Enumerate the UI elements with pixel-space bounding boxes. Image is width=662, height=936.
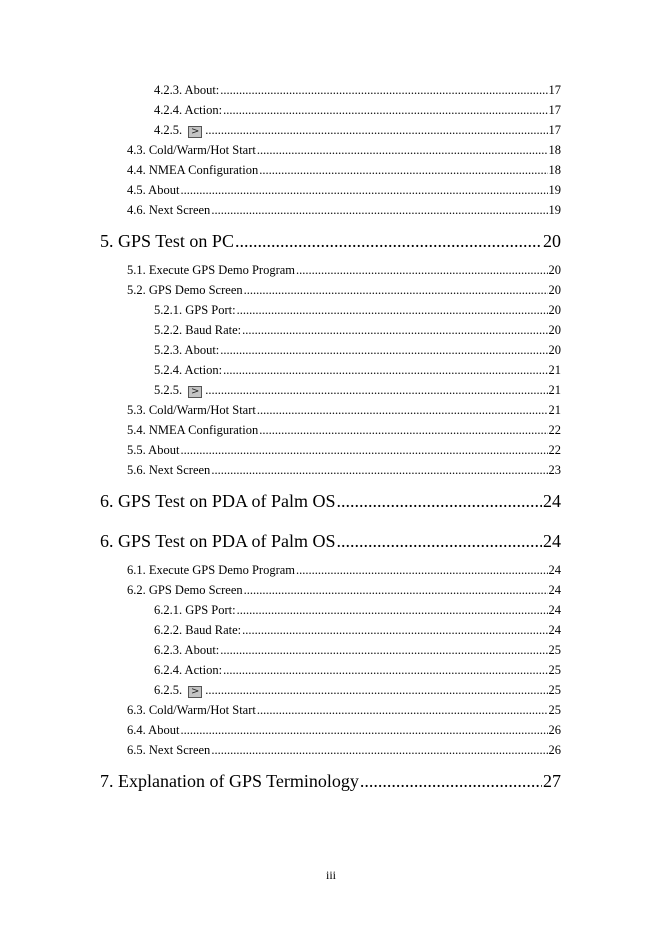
toc-entry-6-2-2[interactable] — [154, 624, 561, 637]
toc-entry-5-2[interactable] — [127, 284, 561, 297]
dot-leader — [360, 772, 542, 790]
toc-entry-6-2-4[interactable] — [154, 664, 561, 677]
toc-page-number: 18 — [548, 143, 561, 157]
toc-chapter-label: 7. Explanation of GPS Terminology — [100, 771, 359, 791]
toc-entry-5-2-3[interactable] — [154, 344, 561, 357]
toc-entry-label: 6.2. GPS Demo Screen — [127, 583, 243, 597]
toc-entry-5-3[interactable] — [127, 404, 561, 417]
toc-entry-5-2-4[interactable] — [154, 364, 561, 377]
dot-leader — [257, 404, 548, 417]
toc-page-number: 26 — [548, 743, 561, 757]
toc-entry-label: 6.2.3. About: — [154, 643, 220, 657]
dot-leader — [180, 444, 547, 457]
dot-leader — [244, 284, 548, 297]
toc-entry-label: 5.2.1. GPS Port: — [154, 303, 236, 317]
toc-entry-label: 6.4. About — [127, 723, 180, 737]
toc-entry-4-2-4[interactable] — [154, 104, 561, 117]
toc-page-number: 25 — [548, 643, 561, 657]
toc-entry-label: 5.3. Cold/Warm/Hot Start — [127, 403, 256, 417]
toc-page-number: 17 — [548, 83, 561, 97]
dot-leader — [257, 144, 548, 157]
toc-entry-label: 4.4. NMEA Configuration — [127, 163, 259, 177]
toc-entry-label: 4.3. Cold/Warm/Hot Start — [127, 143, 256, 157]
toc-entry-label: 4.5. About — [127, 183, 180, 197]
toc-entry-6-2-3[interactable] — [154, 644, 561, 657]
toc-page-number: 20 — [548, 303, 561, 317]
toc-entry-label: 4.2.5. — [154, 123, 183, 137]
dot-leader — [211, 464, 547, 477]
dot-leader — [237, 304, 548, 317]
dot-leader — [235, 232, 542, 250]
right-arrow-key-icon: > — [188, 386, 202, 398]
toc-page-number: 22 — [548, 443, 561, 457]
toc-entry-4-2-3[interactable] — [154, 84, 561, 97]
toc-page-number: 23 — [548, 463, 561, 477]
dot-leader — [296, 564, 547, 577]
toc-page-number: 20 — [548, 283, 561, 297]
toc-page-number: 21 — [548, 363, 561, 377]
toc-entry-label: 6.3. Cold/Warm/Hot Start — [127, 703, 256, 717]
toc-page-number: 20 — [548, 343, 561, 357]
dot-leader — [244, 584, 548, 597]
toc-page-number: 20 — [543, 231, 561, 251]
toc-entry-6-2-1[interactable] — [154, 604, 561, 617]
toc-page-number: 27 — [543, 771, 561, 791]
toc-entry-label: 4.6. Next Screen — [127, 203, 211, 217]
toc-chapter-6[interactable] — [100, 492, 561, 510]
toc-entry-label: 6.2.1. GPS Port: — [154, 603, 236, 617]
toc-entry-label: 4.2.3. About: — [154, 83, 220, 97]
toc-page-number: 25 — [548, 663, 561, 677]
toc-chapter-5[interactable] — [100, 232, 561, 250]
dot-leader — [205, 124, 547, 137]
toc-entry-label: 5.5. About — [127, 443, 180, 457]
dot-leader — [223, 104, 547, 117]
toc-page-number: 24 — [543, 491, 561, 511]
toc-entry-label: 5.6. Next Screen — [127, 463, 211, 477]
toc-chapter-label: 6. GPS Test on PDA of Palm OS — [100, 491, 336, 511]
toc-entry-6-3[interactable] — [127, 704, 561, 717]
toc-entry-6-1[interactable] — [127, 564, 561, 577]
toc-entry-label: 5.1. Execute GPS Demo Program — [127, 263, 296, 277]
toc-entry-4-2-5[interactable] — [154, 124, 561, 138]
toc-chapter-7[interactable] — [100, 772, 561, 790]
toc-page-number: 20 — [548, 323, 561, 337]
toc-entry-label: 5.2.4. Action: — [154, 363, 223, 377]
toc-page-number: 24 — [548, 603, 561, 617]
toc-entry-label: 6.2.2. Baud Rate: — [154, 623, 242, 637]
dot-leader — [211, 204, 547, 217]
toc-entry-6-2-5[interactable] — [154, 684, 561, 698]
dot-leader — [242, 324, 547, 337]
toc-page-number: 25 — [548, 703, 561, 717]
toc-entry-6-5[interactable] — [127, 744, 561, 757]
toc-entry-5-2-5[interactable] — [154, 384, 561, 398]
toc-entry-4-3[interactable] — [127, 144, 561, 157]
toc-page-number: 19 — [548, 183, 561, 197]
toc-page-number: 26 — [548, 723, 561, 737]
page-footer-number: iii — [325, 868, 336, 882]
toc-entry-5-1[interactable] — [127, 264, 561, 277]
toc-page-number: 19 — [548, 203, 561, 217]
toc-page-number: 21 — [548, 383, 561, 397]
dot-leader — [259, 164, 547, 177]
dot-leader — [220, 344, 547, 357]
toc-entry-label: 4.2.4. Action: — [154, 103, 223, 117]
dot-leader — [220, 84, 547, 97]
dot-leader — [242, 624, 547, 637]
toc-entry-4-6[interactable] — [127, 204, 561, 217]
toc-entry-6-4[interactable] — [127, 724, 561, 737]
toc-entry-label: 6.2.4. Action: — [154, 663, 223, 677]
toc-entry-label: 5.2.5. — [154, 383, 183, 397]
dot-leader — [336, 532, 542, 550]
toc-entry-5-2-1[interactable] — [154, 304, 561, 317]
dot-leader — [180, 184, 547, 197]
toc-page-number: 24 — [548, 563, 561, 577]
toc-entry-4-5[interactable] — [127, 184, 561, 197]
toc-page-number: 24 — [543, 531, 561, 551]
toc-page-number: 20 — [548, 263, 561, 277]
toc-entry-label: 5.4. NMEA Configuration — [127, 423, 259, 437]
toc-entry-label: 6.5. Next Screen — [127, 743, 211, 757]
toc-chapter-label: 5. GPS Test on PC — [100, 231, 234, 251]
toc-entry-label: 5.2.3. About: — [154, 343, 220, 357]
toc-entry-label: 6.2.5. — [154, 683, 183, 697]
toc-page-number: 25 — [548, 683, 561, 697]
dot-leader — [211, 744, 547, 757]
dot-leader — [220, 644, 547, 657]
dot-leader — [257, 704, 548, 717]
dot-leader — [205, 684, 547, 697]
toc-page-number: 21 — [548, 403, 561, 417]
dot-leader — [237, 604, 548, 617]
toc-entry-5-6[interactable] — [127, 464, 561, 477]
dot-leader — [223, 364, 547, 377]
toc-chapter-6-duplicate[interactable] — [100, 532, 561, 550]
dot-leader — [336, 492, 542, 510]
toc-page-number: 17 — [548, 123, 561, 137]
dot-leader — [223, 664, 547, 677]
dot-leader — [296, 264, 547, 277]
toc-entry-4-4[interactable] — [127, 164, 561, 177]
right-arrow-key-icon: > — [188, 686, 202, 698]
toc-page-number: 24 — [548, 623, 561, 637]
toc-entry-label: 5.2.2. Baud Rate: — [154, 323, 242, 337]
toc-entry-5-4[interactable] — [127, 424, 561, 437]
toc-entry-6-2[interactable] — [127, 584, 561, 597]
toc-entry-label: 6.1. Execute GPS Demo Program — [127, 563, 296, 577]
toc-page-number: 24 — [548, 583, 561, 597]
toc-chapter-label: 6. GPS Test on PDA of Palm OS — [100, 531, 336, 551]
right-arrow-key-icon: > — [188, 126, 202, 138]
dot-leader — [259, 424, 547, 437]
toc-page-number: 17 — [548, 103, 561, 117]
toc-entry-5-2-2[interactable] — [154, 324, 561, 337]
dot-leader — [180, 724, 547, 737]
toc-page-number: 22 — [548, 423, 561, 437]
toc-entry-5-5[interactable] — [127, 444, 561, 457]
dot-leader — [205, 384, 547, 397]
toc-entry-label: 5.2. GPS Demo Screen — [127, 283, 243, 297]
toc-page-number: 18 — [548, 163, 561, 177]
